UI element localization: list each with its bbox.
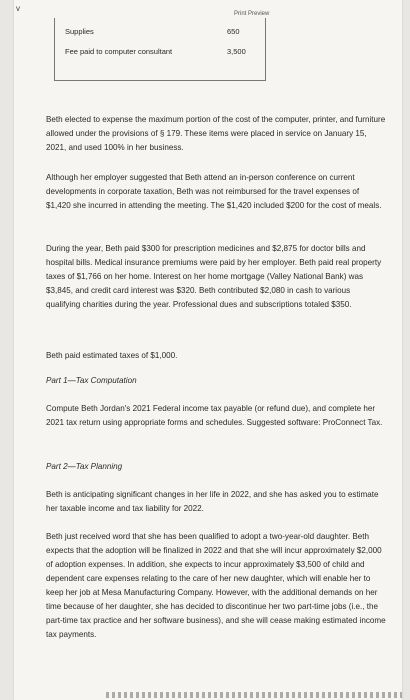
document-page <box>14 0 402 700</box>
paragraph-part2-intro: Beth is anticipating significant changes in her life in 2022, and she has asked you to estimate her taxable income and tax liability for 2022. <box>46 490 379 513</box>
part2-heading: Part 2—Tax Planning <box>46 462 123 471</box>
paragraph-part1-instructions: Compute Beth Jordan's 2021 Federal income tax payable (or refund due), and complete her 2021 tax return using appropriate forms and schedules. Suggested software: ProConnect Tax. <box>46 404 383 427</box>
expense-table <box>54 18 266 81</box>
url-strip <box>106 692 402 698</box>
expense-label: Fee paid to computer consultant <box>65 47 173 56</box>
print-preview-label[interactable]: Print Preview <box>234 11 270 17</box>
paragraph-adoption: Beth just received word that she has been qualified to adopt a two-year-old daughter. Beth expects that the adoption will be finalized in 2022 and that she will incur approximately $2,000 of adoption expenses. In addition, she expects to incur approximately $3,500 of child and dependent care expenses relating to the care of her new daughter, which will enable her to keep her job at Mesa Manufacturing Company. However, with the additional demands on her time because of her daughter, she has decided to discontinue her two part-time jobs (i.e., the part-time tax practice and her software business), and she will cease making estimated income tax payments. <box>46 532 386 639</box>
expense-value: 650 <box>227 27 240 36</box>
paragraph-medical-expenses: During the year, Beth paid $300 for prescription medicines and $2,875 for doctor bills and hospital bills. Medical insurance premiums were paid by her employer. Beth paid real property taxes of $1,766 on her home. Interest on her home mortgage (Valley National Bank) was $3,845, and credit card interest was $320. Beth contributed $2,080 in cash to various qualifying charities during the year. Professional dues and subscriptions totaled $350. <box>46 244 382 309</box>
part1-heading: Part 1—Tax Computation <box>46 376 137 385</box>
paragraph-section-179: Beth elected to expense the maximum portion of the cost of the computer, printer, and furniture allowed under the provisions of § 179. These items were placed in service on January 15, 2021, and used 100% in her business. <box>46 115 386 152</box>
expense-value: 3,500 <box>227 47 246 56</box>
expense-label: Supplies <box>65 27 94 36</box>
paragraph-travel-expenses: Although her employer suggested that Beth attend an in-person conference on current developments in corporate taxation, Beth was not reimbursed for the travel expenses of $1,420 she incurred in attending the meeting. The $1,420 included $200 for the cost of meals. <box>46 173 382 210</box>
corner-mark: v <box>16 4 20 13</box>
paragraph-estimated-taxes: Beth paid estimated taxes of $1,000. <box>46 351 178 360</box>
